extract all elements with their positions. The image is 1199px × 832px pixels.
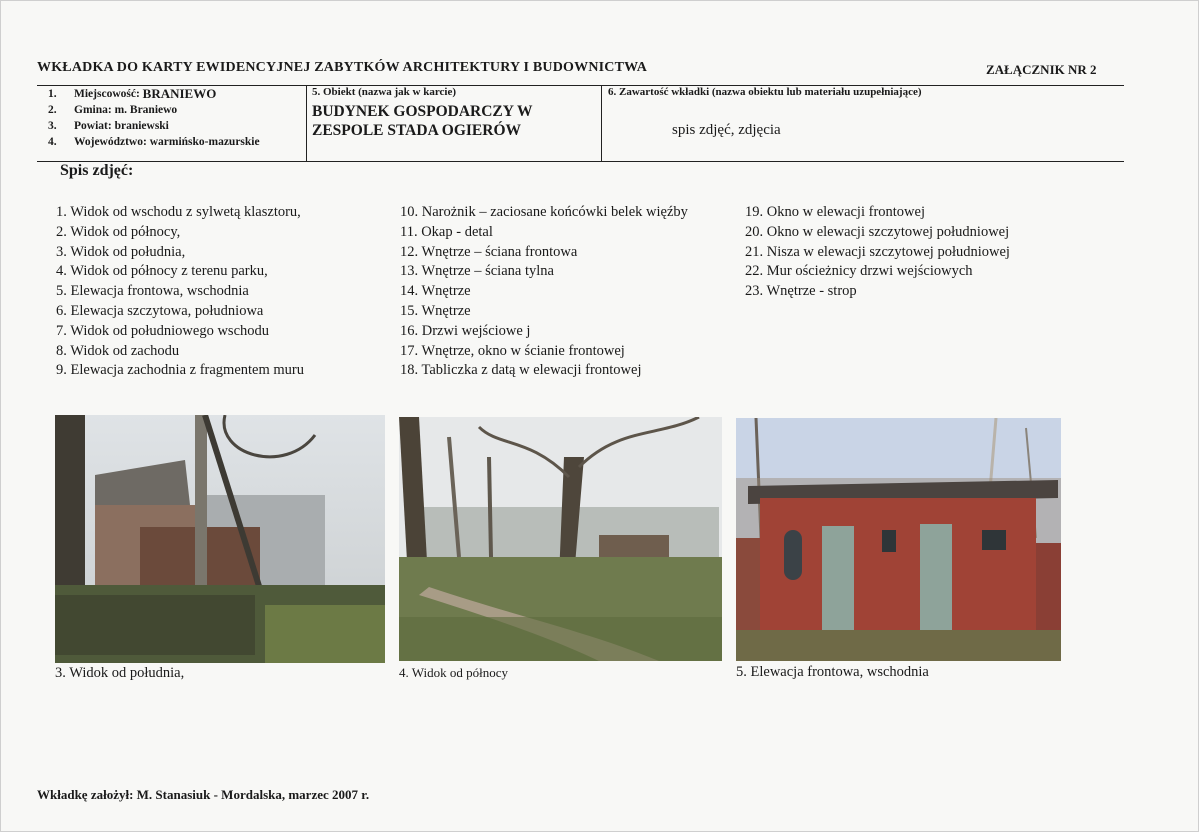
photo-list-item: 14. Wnętrze: [400, 283, 471, 300]
table-bottom-rule: [37, 161, 1124, 162]
document-footer: Wkładkę założył: M. Stanasiuk - Mordalska, marzec 2007 r.: [37, 787, 370, 802]
location-num: 1.: [48, 88, 57, 100]
photo-north-view-image: [399, 417, 722, 661]
photo-list-item: 19. Okno w elewacji frontowej: [745, 204, 925, 220]
photo-list-item: 6. Elewacja szczytowa, południowa: [56, 302, 264, 319]
contents-value: spis zdjęć, zdjęcia: [672, 122, 781, 138]
location-value: braniewski: [114, 120, 169, 132]
document-title: WKŁADKA DO KARTY EWIDENCYJNEJ ZABYTKÓW ARCHITEKTURY I BUDOWNICTWA: [37, 60, 648, 75]
location-label: Miejscowość:: [74, 88, 140, 100]
photo-list-heading: Spis zdjęć:: [60, 162, 134, 179]
photo-front-elevation-image: [736, 418, 1061, 661]
photo-list-item: 17. Wnętrze, okno w ścianie frontowej: [400, 342, 625, 359]
location-block: [48, 86, 260, 150]
photo-list-item: 23. Wnętrze - strop: [745, 283, 857, 300]
photo-south-view: [55, 415, 385, 663]
photo-list-item: 8. Widok od zachodu: [56, 342, 180, 359]
photo-list-item: 3. Widok od południa,: [56, 243, 186, 260]
annex-number: ZAŁĄCZNIK NR 2: [986, 62, 1097, 77]
photo-list-item: 16. Drzwi wejściowe j: [400, 322, 531, 339]
location-label: Gmina:: [74, 104, 112, 116]
table-divider-2: [601, 85, 602, 161]
table-divider-1: [306, 85, 307, 161]
location-row: [48, 86, 260, 102]
object-name: [312, 102, 532, 140]
photo-list-item: 5. Elewacja frontowa, wschodnia: [56, 283, 249, 300]
photo-caption: 5. Elewacja frontowa, wschodnia: [736, 664, 929, 680]
photo-list-item: 1. Widok od wschodu z sylwetą klasztoru,: [56, 204, 301, 220]
photo-caption: 4. Widok od północy: [399, 665, 509, 680]
location-row: [48, 118, 260, 134]
photo-south-view-image: [55, 415, 385, 663]
photo-list-item: 15. Wnętrze: [400, 302, 471, 319]
location-num: 2.: [48, 104, 57, 116]
contents-heading: 6. Zawartość wkładki (nazwa obiektu lub materiału uzupełniające): [608, 86, 922, 98]
photo-list-column-3: [745, 203, 1010, 302]
photo-list-item: 9. Elewacja zachodnia z fragmentem muru: [56, 362, 304, 379]
object-name-line: ZESPOLE STADA OGIERÓW: [312, 122, 522, 139]
photo-front-elevation: [736, 418, 1061, 661]
photo-list-item: 12. Wnętrze – ściana frontowa: [400, 243, 578, 260]
location-value: warmińsko-mazurskie: [149, 136, 260, 148]
photo-north-view: [399, 417, 722, 661]
object-heading: 5. Obiekt (nazwa jak w karcie): [312, 86, 457, 98]
photo-list-item: 21. Nisza w elewacji szczytowej południowej: [745, 243, 1010, 260]
location-row: [48, 102, 260, 118]
location-value: BRANIEWO: [142, 86, 217, 101]
photo-list-item: 11. Okap - detal: [400, 223, 493, 240]
location-num: 4.: [48, 136, 57, 148]
photo-list-item: 22. Mur ościeżnicy drzwi wejściowych: [745, 263, 973, 280]
photo-list-item: 20. Okno w elewacji szczytowej południowej: [745, 223, 1010, 240]
location-label: Powiat:: [74, 120, 112, 132]
photo-list-item: 13. Wnętrze – ściana tylna: [400, 263, 554, 280]
photo-list-item: 4. Widok od północy z terenu parku,: [56, 263, 268, 280]
photo-list-item: 18. Tabliczka z datą w elewacji frontowej: [400, 362, 642, 379]
photo-caption: 3. Widok od południa,: [55, 665, 185, 681]
location-label: Województwo:: [74, 136, 147, 148]
object-name-line: BUDYNEK GOSPODARCZY W: [312, 103, 533, 120]
location-value: m. Braniewo: [114, 104, 178, 116]
location-num: 3.: [48, 120, 57, 132]
location-row: [48, 134, 260, 150]
photo-list-column-2: [400, 203, 688, 381]
photo-list-item: 10. Narożnik – zaciosane końcówki belek więźby: [400, 204, 688, 220]
photo-list-item: 2. Widok od północy,: [56, 223, 181, 240]
photo-list-item: 7. Widok od południowego wschodu: [56, 322, 270, 339]
photo-list-column-1: [56, 203, 304, 381]
